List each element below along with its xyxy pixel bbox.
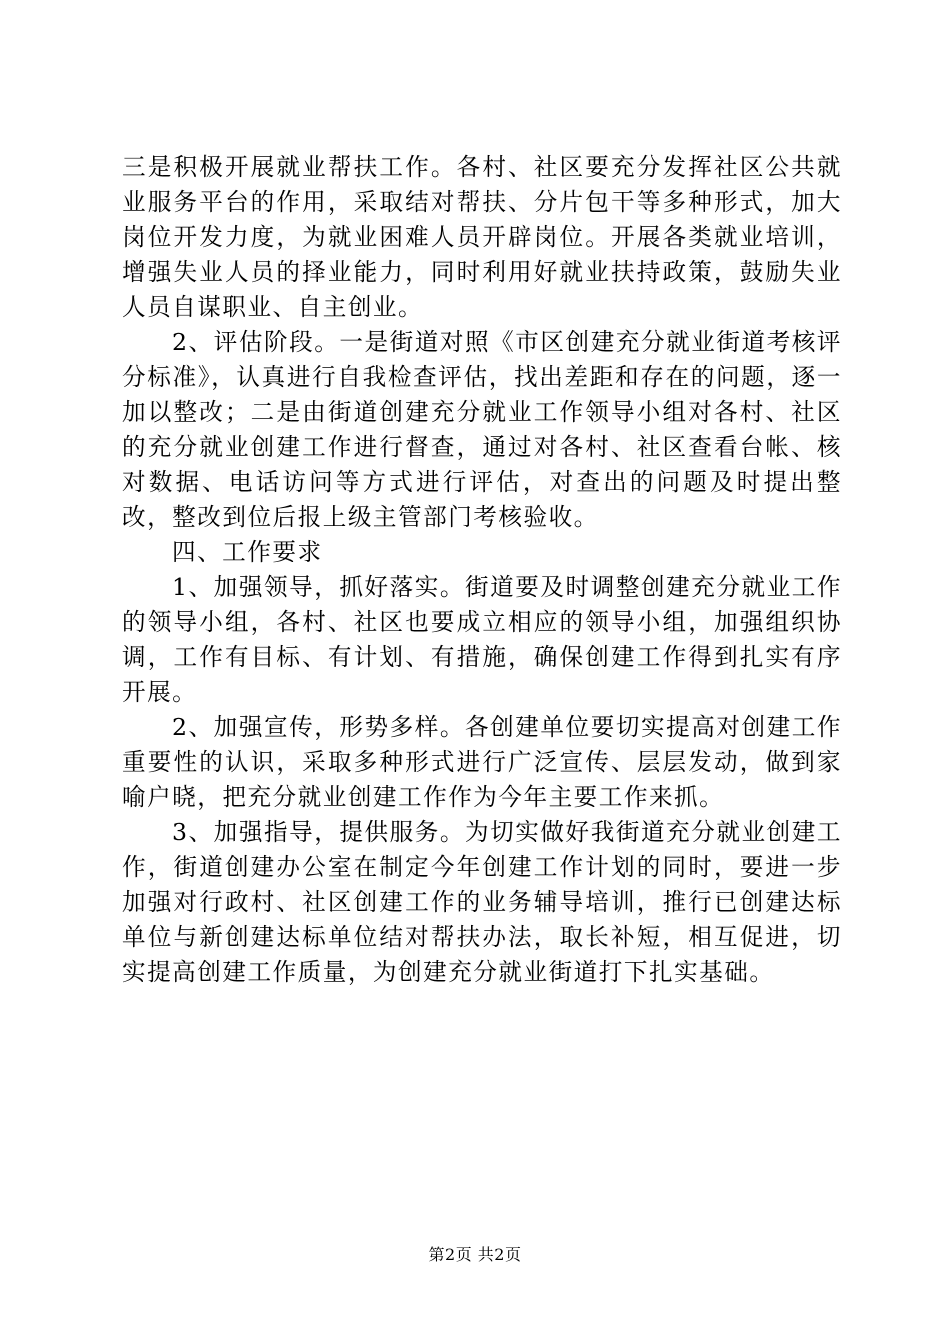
paragraph-strengthen-publicity: 2、加强宣传，形势多样。各创建单位要切实提高对创建工作重要性的认识，采取多种形式进行广泛宣传、层层发动，做到家喻户晓，把充分就业创建工作作为今年主要工作来抓。 — [122, 713, 842, 811]
paragraph-strengthen-guidance: 3、加强指导，提供服务。为切实做好我街道充分就业创建工作，街道创建办公室在制定今年创建工作计划的同时，要进一步加强对行政村、社区创建工作的业务辅导培训，推行已创建达标单位与新创建达标单位结对帮扶办法，取长补短，相互促进，切实提高创建工作质量，为创建充分就业街道打下扎实基础。 — [122, 818, 842, 986]
page-footer — [0, 1245, 950, 1265]
document-body — [122, 150, 842, 990]
paragraph-employment-assistance: 三是积极开展就业帮扶工作。各村、社区要充分发挥社区公共就业服务平台的作用，采取结对帮扶、分片包干等多种形式，加大岗位开发力度，为就业困难人员开辟岗位。开展各类就业培训，增强失业人员的择业能力，同时利用好就业扶持政策，鼓励失业人员自谋职业、自主创业。 — [122, 153, 842, 321]
paragraph-evaluation-stage: 2、评估阶段。一是街道对照《市区创建充分就业街道考核评分标准》，认真进行自我检查评估，找出差距和存在的问题，逐一加以整改；二是由街道创建充分就业工作领导小组对各村、社区的充分就业创建工作进行督查，通过对各村、社区查看台帐、核对数据、电话访问等方式进行评估，对查出的问题及时提出整改，整改到位后报上级主管部门考核验收。 — [122, 328, 842, 531]
section-heading-work-requirements: 四、工作要求 — [172, 538, 323, 566]
page-number-label: 第2页 共2页 — [428, 1245, 522, 1264]
paragraph-strengthen-leadership: 1、加强领导，抓好落实。街道要及时调整创建充分就业工作的领导小组，各村、社区也要成立相应的领导小组，加强组织协调，工作有目标、有计划、有措施，确保创建工作得到扎实有序开展。 — [122, 573, 842, 706]
